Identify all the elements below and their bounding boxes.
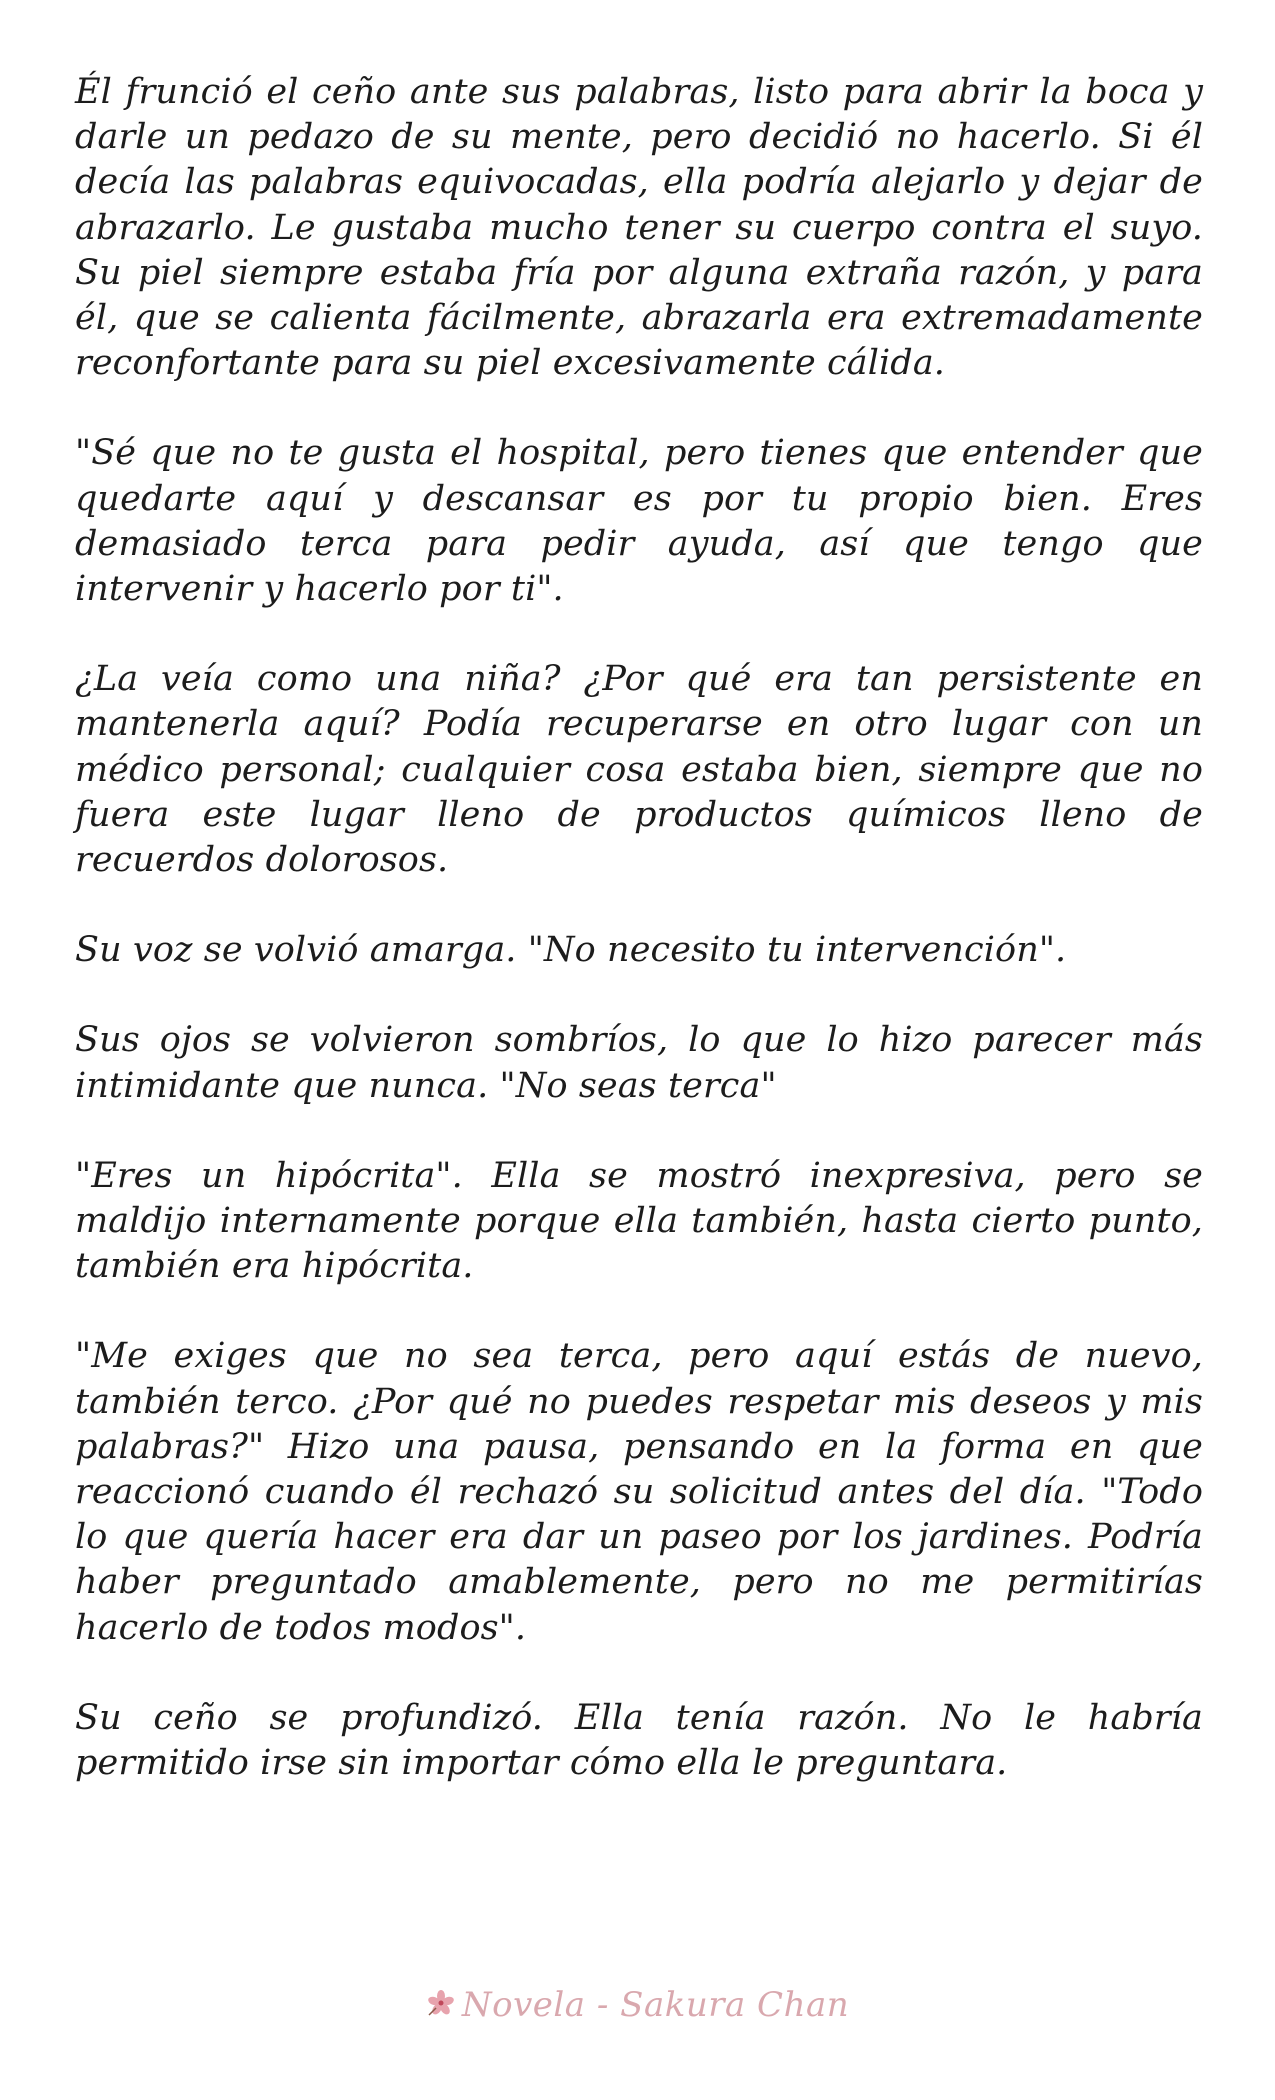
paragraph-7: "Me exiges que no sea terca, pero aquí estás de nuevo, también terco. ¿Por qué no puedes respetar mis deseos y mis palabras?" Hizo una pausa, pensando en la forma en que reaccionó cuando él rechazó su solicitud antes del día. "Todo lo que quería hacer era dar un paseo por los jardines. Podría haber preguntado amablemente, pero no me permitirías hacerlo de todos modos". — [75, 1336, 1203, 1648]
document-body — [75, 70, 1203, 1831]
paragraph-1: Él frunció el ceño ante sus palabras, listo para abrir la boca y darle un pedazo de su mente, pero decidió no hacerlo. Si él decía las palabras equivocadas, ella podría alejarlo y dejar de abrazarlo. Le gustaba mucho tener su cuerpo contra el suyo. Su piel siempre estaba fría por alguna extraña razón, y para él, que se calienta fácilmente, abrazarla era extremadamente reconfortante para su piel excesivamente cálida. — [75, 72, 1203, 384]
paragraph-5: Sus ojos se volvieron sombríos, lo que lo hizo parecer más intimidante que nunca. "No seas terca" — [75, 1020, 1203, 1106]
paragraph-2: "Sé que no te gusta el hospital, pero tienes que entender que quedarte aquí y descansar es por tu propio bien. Eres demasiado terca para pedir ayuda, así que tengo que intervenir y hacerlo por ti". — [75, 433, 1203, 610]
watermark-text: Novela - Sakura Chan — [461, 1985, 850, 2025]
paragraph-8: Su ceño se profundizó. Ella tenía razón. No le habría permitido irse sin importar cómo ella le preguntara. — [75, 1697, 1203, 1784]
sakura-flower-icon — [426, 1987, 456, 2017]
paragraph-6: "Eres un hipócrita". Ella se mostró inexpresiva, pero se maldijo internamente porque ella también, hasta cierto punto, también era hipócrita. — [75, 1155, 1203, 1287]
paragraph-3: ¿La veía como una niña? ¿Por qué era tan persistente en mantenerla aquí? Podía recuperarse en otro lugar con un médico personal; cualquier cosa estaba bien, siempre que no fuera este lugar lleno de productos químicos lleno de recuerdos dolorosos. — [75, 659, 1203, 881]
footer-watermark — [0, 1985, 1275, 2025]
paragraph-4: Su voz se volvió amarga. "No necesito tu intervención". — [75, 930, 1067, 971]
